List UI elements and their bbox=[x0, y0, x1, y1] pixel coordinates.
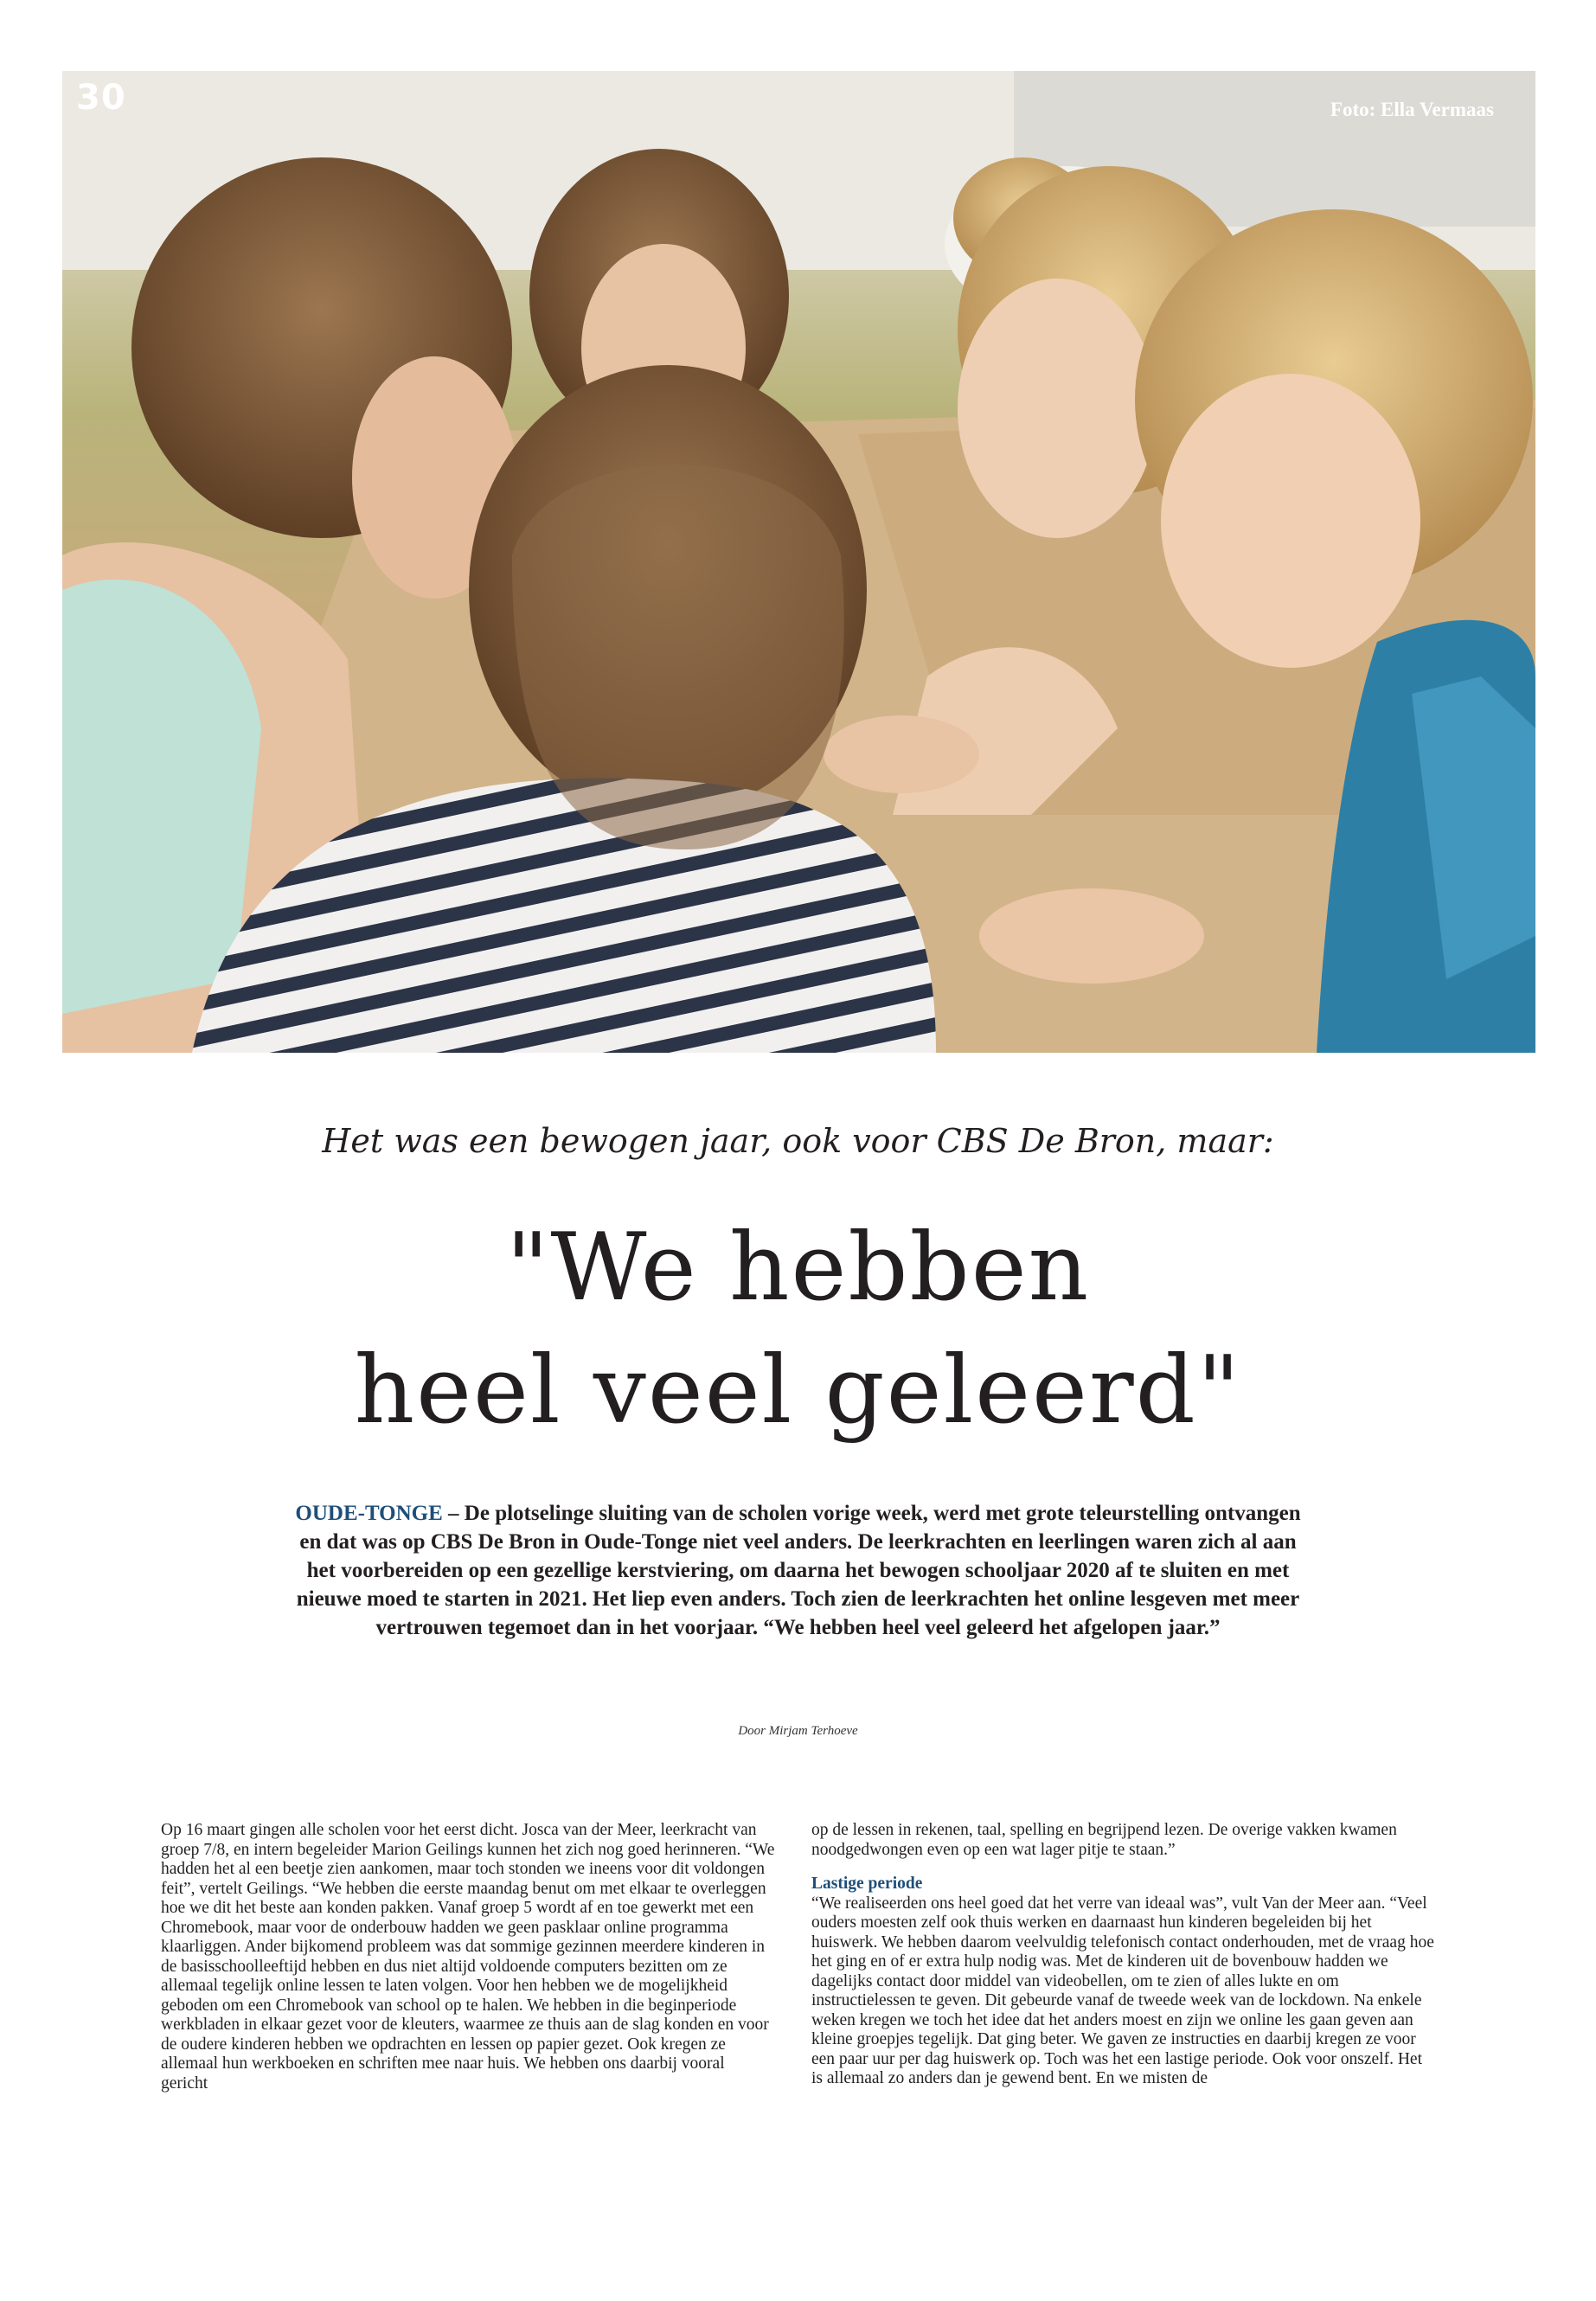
article-lead bbox=[294, 1499, 1302, 1642]
lead-text: – De plotselinge sluiting van de scholen vorige week, werd met grote teleurstelling ontvangen en dat was op CBS De Bron in Oude-Tonge niet veel anders. De leerkrachten en leerlingen waren zich al aan het voorbereiden op een gezellige kerstviering, om daarna het bewogen schooljaar 2020 af te sluiten en met nieuwe moed te starten in 2021. Het liep even anders. Toch zien de leerkrachten het online lesgeven met meer vertrouwen tegemoet dan in het voorjaar. “We hebben heel veel geleerd het afgelopen jaar.” bbox=[296, 1502, 1301, 1639]
body-paragraph: “We realiseerden ons heel goed dat het verre van ideaal was”, vult Van der Meer aan. “Veel ouders moesten zelf ook thuis werken en daarnaast hun kinderen begeleiden bij het huiswerk. We hebben daarom veelvuldig telefonisch contact onderhouden, met de vraag hoe het ging en of er extra hulp nodig was. Met de kinderen uit de bovenbouw hadden we dagelijks contact door middel van videobellen, om te zien of alles lukte en om instructielessen te geven. Dit gebeurde vanaf de tweede week van de lockdown. Na enkele weken kregen we toch het idee dat het anders moest en zijn we online les gaan geven aan kleine groepjes tegelijk. Dat ging beter. We gaven ze instructies en daarbij kregen ze voor een paar uur per dag huiswerk op. Toch was het een lastige periode. Ook voor onszelf. Het is allemaal zo anders dan je gewend bent. En we misten de bbox=[811, 1894, 1434, 2087]
article-headline bbox=[0, 1207, 1596, 1452]
headline-line-2: heel veel geleerd" bbox=[354, 1336, 1242, 1445]
byline: Door Mirjam Terhoeve bbox=[738, 1724, 858, 1738]
hero-photo bbox=[62, 71, 1535, 1053]
headline-line-1: "We hebben bbox=[505, 1214, 1091, 1322]
article-kicker: Het was een bewogen jaar, ook voor CBS De Bron, maar: bbox=[322, 1122, 1274, 1160]
body-column-right bbox=[811, 1821, 1434, 2089]
body-paragraph: op de lessen in rekenen, taal, spelling en begrijpend lezen. De overige vakken kwamen noodgedwongen even op een wat lager pitje te staan.” bbox=[811, 1821, 1397, 1859]
body-paragraph: Op 16 maart gingen alle scholen voor het eerst dicht. Josca van der Meer, leerkracht van groep 7/8, en intern begeleider Marion Geilings kunnen het zich nog goed herinneren. “We hadden het al een beetje zien aankomen, maar toch stonden we ineens voor dit voldongen feit”, vertelt Geilings. “We hebben die eerste maandag benut om met elkaar te overleggen hoe we dit het beste aan konden pakken. Vanaf groep 5 wordt af en toe gewerkt met een Chromebook, maar voor de onderbouw hadden we geen pasklaar online programma klaarliggen. Ander bijkomend probleem was dat sommige gezinnen meerdere kinderen in de basisschoolleeftijd hebben en dus niet altijd voldoende computers bezitten om ze allemaal tegelijk online lessen te laten volgen. Voor hen hebben we de mogelijkheid geboden om een Chromebook van school op te halen. We hebben in die beginperiode werkbladen in elkaar gezet voor de kleuters, waarmee ze thuis aan de slag konden en voor de oudere kinderen hebben we opdrachten en lessen op papier gezet. Ook kregen ze allemaal hun werkboeken en schriften mee naar huis. We hebben ons daarbij vooral gericht bbox=[161, 1821, 775, 2093]
dateline-place: OUDE-TONGE bbox=[295, 1502, 443, 1525]
section-subhead: Lastige periode bbox=[811, 1875, 923, 1893]
children-at-table-photo bbox=[62, 71, 1535, 1053]
page-number: 30 bbox=[76, 78, 126, 118]
photo-credit: Foto: Ella Vermaas bbox=[1330, 99, 1494, 120]
body-column-left bbox=[161, 1821, 775, 2093]
